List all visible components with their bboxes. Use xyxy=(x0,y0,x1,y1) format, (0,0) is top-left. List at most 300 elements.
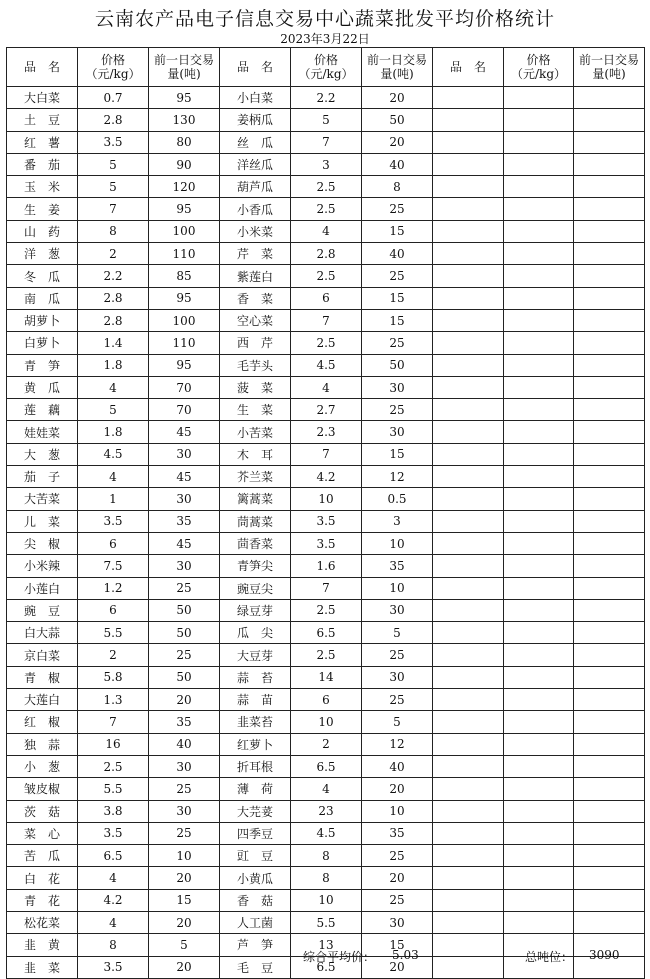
price-value: 3 xyxy=(291,153,362,175)
price-value: 2.5 xyxy=(291,176,362,198)
price-value: 5.5 xyxy=(291,911,362,933)
vegetable-name: 儿 菜 xyxy=(7,510,78,532)
vegetable-name: 独 蒜 xyxy=(7,733,78,755)
table-row xyxy=(7,733,645,755)
empty-cell xyxy=(504,867,574,889)
volume-value: 130 xyxy=(149,109,220,131)
empty-cell xyxy=(433,87,504,109)
header-name: 品 名 xyxy=(220,48,291,87)
volume-value: 25 xyxy=(149,644,220,666)
volume-value: 30 xyxy=(362,599,433,621)
vegetable-name: 大芫荽 xyxy=(220,800,291,822)
price-value: 5.8 xyxy=(78,666,149,688)
price-value: 2.8 xyxy=(78,287,149,309)
price-value: 3.5 xyxy=(78,131,149,153)
empty-cell xyxy=(504,421,574,443)
empty-cell xyxy=(574,778,645,800)
table-row xyxy=(7,889,645,911)
empty-cell xyxy=(433,867,504,889)
vegetable-name: 韭菜苔 xyxy=(220,711,291,733)
page-title: 云南农产品电子信息交易中心蔬菜批发平均价格统计 xyxy=(94,8,555,30)
vegetable-name: 冬 瓜 xyxy=(7,265,78,287)
empty-cell xyxy=(433,599,504,621)
price-value: 5 xyxy=(78,399,149,421)
price-value: 1.8 xyxy=(78,354,149,376)
price-value: 13 xyxy=(291,934,362,956)
empty-cell xyxy=(574,376,645,398)
vegetable-name: 生 姜 xyxy=(7,198,78,220)
price-value: 4 xyxy=(78,376,149,398)
volume-value: 8 xyxy=(362,176,433,198)
table-header-row xyxy=(7,48,645,87)
empty-cell xyxy=(574,220,645,242)
empty-cell xyxy=(504,220,574,242)
price-value: 4 xyxy=(291,376,362,398)
vegetable-name: 玉 米 xyxy=(7,176,78,198)
vegetable-name: 葫芦瓜 xyxy=(220,176,291,198)
empty-cell xyxy=(433,488,504,510)
price-value: 3.5 xyxy=(291,532,362,554)
price-value: 3.5 xyxy=(291,510,362,532)
empty-cell xyxy=(574,287,645,309)
empty-cell xyxy=(574,666,645,688)
empty-cell xyxy=(504,443,574,465)
price-value: 7 xyxy=(291,443,362,465)
empty-cell xyxy=(433,934,504,956)
empty-cell xyxy=(504,510,574,532)
total-tonnage-label: 总吨位： xyxy=(525,950,574,964)
vegetable-name: 篱蒿菜 xyxy=(220,488,291,510)
table-row xyxy=(7,153,645,175)
empty-cell xyxy=(433,532,504,554)
vegetable-name: 白萝卜 xyxy=(7,332,78,354)
empty-cell xyxy=(574,510,645,532)
volume-value: 25 xyxy=(362,399,433,421)
volume-value: 35 xyxy=(362,822,433,844)
empty-cell xyxy=(574,87,645,109)
price-value: 8 xyxy=(78,934,149,956)
vegetable-name: 南 瓜 xyxy=(7,287,78,309)
empty-cell xyxy=(574,577,645,599)
price-value: 2.5 xyxy=(291,599,362,621)
volume-value: 25 xyxy=(362,889,433,911)
empty-cell xyxy=(433,755,504,777)
volume-value: 100 xyxy=(149,309,220,331)
empty-cell xyxy=(504,911,574,933)
table-row xyxy=(7,510,645,532)
empty-cell xyxy=(504,131,574,153)
vegetable-name: 毛 豆 xyxy=(220,956,291,978)
vegetable-name: 豌豆尖 xyxy=(220,577,291,599)
volume-value: 30 xyxy=(362,911,433,933)
empty-cell xyxy=(504,399,574,421)
empty-cell xyxy=(574,443,645,465)
price-value: 6.5 xyxy=(78,845,149,867)
empty-cell xyxy=(433,622,504,644)
vegetable-name: 紫莲白 xyxy=(220,265,291,287)
vegetable-name: 小莲白 xyxy=(7,577,78,599)
volume-value: 15 xyxy=(362,309,433,331)
table-row xyxy=(7,577,645,599)
price-value: 5 xyxy=(78,153,149,175)
volume-value: 95 xyxy=(149,87,220,109)
empty-cell xyxy=(574,532,645,554)
empty-cell xyxy=(433,243,504,265)
price-value: 8 xyxy=(291,845,362,867)
empty-cell xyxy=(504,666,574,688)
price-value: 6 xyxy=(291,287,362,309)
volume-value: 20 xyxy=(362,87,433,109)
price-value: 3.8 xyxy=(78,800,149,822)
empty-cell xyxy=(433,510,504,532)
volume-value: 40 xyxy=(362,755,433,777)
vegetable-name: 皱皮椒 xyxy=(7,778,78,800)
empty-cell xyxy=(504,845,574,867)
empty-cell xyxy=(433,131,504,153)
empty-cell xyxy=(504,778,574,800)
table-row xyxy=(7,399,645,421)
vegetable-name: 生 菜 xyxy=(220,399,291,421)
table-row xyxy=(7,867,645,889)
empty-cell xyxy=(433,956,504,978)
vegetable-name: 韭 黄 xyxy=(7,934,78,956)
empty-cell xyxy=(504,376,574,398)
table-row xyxy=(7,332,645,354)
empty-cell xyxy=(504,599,574,621)
empty-cell xyxy=(574,622,645,644)
empty-cell xyxy=(574,800,645,822)
volume-value: 95 xyxy=(149,198,220,220)
price-value: 10 xyxy=(291,889,362,911)
price-value: 14 xyxy=(291,666,362,688)
price-value: 8 xyxy=(78,220,149,242)
price-value: 1.8 xyxy=(78,421,149,443)
price-value: 2.3 xyxy=(291,421,362,443)
volume-value: 35 xyxy=(149,510,220,532)
header-volume: 前一日交易量(吨) xyxy=(149,48,220,87)
volume-value: 30 xyxy=(149,800,220,822)
empty-cell xyxy=(574,399,645,421)
table-row xyxy=(7,666,645,688)
empty-cell xyxy=(504,577,574,599)
table-body xyxy=(7,87,645,979)
vegetable-name: 山 药 xyxy=(7,220,78,242)
table-row xyxy=(7,466,645,488)
vegetable-name: 大苦菜 xyxy=(7,488,78,510)
price-value: 2.2 xyxy=(78,265,149,287)
volume-value: 10 xyxy=(149,845,220,867)
price-value: 6 xyxy=(78,599,149,621)
price-value: 4.2 xyxy=(78,889,149,911)
vegetable-name: 青 笋 xyxy=(7,354,78,376)
vegetable-name: 茨 菇 xyxy=(7,800,78,822)
empty-cell xyxy=(504,466,574,488)
empty-cell xyxy=(574,867,645,889)
volume-value: 12 xyxy=(362,466,433,488)
price-value: 1.4 xyxy=(78,332,149,354)
vegetable-name: 白 花 xyxy=(7,867,78,889)
volume-value: 15 xyxy=(362,443,433,465)
volume-value: 50 xyxy=(362,354,433,376)
empty-cell xyxy=(433,421,504,443)
empty-cell xyxy=(504,354,574,376)
price-value: 2.5 xyxy=(291,265,362,287)
empty-cell xyxy=(574,354,645,376)
volume-value: 30 xyxy=(149,755,220,777)
vegetable-name: 胡萝卜 xyxy=(7,309,78,331)
vegetable-name: 红 薯 xyxy=(7,131,78,153)
header-volume: 前一日交易量(吨) xyxy=(574,48,645,87)
table-row xyxy=(7,376,645,398)
vegetable-name: 京白菜 xyxy=(7,644,78,666)
volume-value: 25 xyxy=(149,577,220,599)
vegetable-name: 红 椒 xyxy=(7,711,78,733)
volume-value: 100 xyxy=(149,220,220,242)
empty-cell xyxy=(504,332,574,354)
volume-value: 0.5 xyxy=(362,488,433,510)
vegetable-name: 洋丝瓜 xyxy=(220,153,291,175)
price-value: 5 xyxy=(291,109,362,131)
table-row xyxy=(7,599,645,621)
price-value: 1 xyxy=(78,488,149,510)
vegetable-name: 韭 菜 xyxy=(7,956,78,978)
empty-cell xyxy=(574,131,645,153)
table-row xyxy=(7,689,645,711)
empty-cell xyxy=(433,689,504,711)
table-row xyxy=(7,87,645,109)
empty-cell xyxy=(433,309,504,331)
empty-cell xyxy=(504,622,574,644)
vegetable-name: 毛芋头 xyxy=(220,354,291,376)
vegetable-name: 大 葱 xyxy=(7,443,78,465)
volume-value: 30 xyxy=(149,555,220,577)
empty-cell xyxy=(574,332,645,354)
empty-cell xyxy=(433,220,504,242)
price-value: 3.5 xyxy=(78,822,149,844)
price-value: 7 xyxy=(78,711,149,733)
vegetable-name: 小 葱 xyxy=(7,755,78,777)
empty-cell xyxy=(574,109,645,131)
volume-value: 20 xyxy=(362,131,433,153)
vegetable-name: 莲 藕 xyxy=(7,399,78,421)
average-price-value: 5.03 xyxy=(392,948,419,962)
vegetable-name: 娃娃菜 xyxy=(7,421,78,443)
volume-value: 25 xyxy=(362,644,433,666)
volume-value: 20 xyxy=(362,778,433,800)
empty-cell xyxy=(433,376,504,398)
volume-value: 10 xyxy=(362,800,433,822)
price-value: 4 xyxy=(291,220,362,242)
volume-value: 12 xyxy=(362,733,433,755)
empty-cell xyxy=(574,733,645,755)
price-value: 2.5 xyxy=(291,198,362,220)
empty-cell xyxy=(504,733,574,755)
price-value: 2.8 xyxy=(78,109,149,131)
volume-value: 10 xyxy=(362,532,433,554)
vegetable-name: 青 椒 xyxy=(7,666,78,688)
vegetable-name: 姜柄瓜 xyxy=(220,109,291,131)
empty-cell xyxy=(433,153,504,175)
volume-value: 30 xyxy=(149,443,220,465)
empty-cell xyxy=(433,666,504,688)
empty-cell xyxy=(433,778,504,800)
average-price-label: 综合平均价： xyxy=(303,950,376,964)
price-value: 5 xyxy=(78,176,149,198)
volume-value: 25 xyxy=(362,689,433,711)
vegetable-name: 洋 葱 xyxy=(7,243,78,265)
empty-cell xyxy=(504,488,574,510)
price-value: 4 xyxy=(291,778,362,800)
volume-value: 15 xyxy=(362,220,433,242)
vegetable-name: 空心菜 xyxy=(220,309,291,331)
empty-cell xyxy=(574,176,645,198)
vegetable-name: 西 芹 xyxy=(220,332,291,354)
empty-cell xyxy=(504,198,574,220)
vegetable-name: 折耳根 xyxy=(220,755,291,777)
empty-cell xyxy=(574,421,645,443)
vegetable-name: 茼蒿菜 xyxy=(220,510,291,532)
price-value: 4.5 xyxy=(291,822,362,844)
vegetable-name: 黄 瓜 xyxy=(7,376,78,398)
empty-cell xyxy=(504,644,574,666)
volume-value: 20 xyxy=(149,689,220,711)
volume-value: 20 xyxy=(149,911,220,933)
price-value: 16 xyxy=(78,733,149,755)
table-row xyxy=(7,911,645,933)
volume-value: 25 xyxy=(149,778,220,800)
price-value: 10 xyxy=(291,488,362,510)
price-value: 8 xyxy=(291,867,362,889)
price-value: 10 xyxy=(291,711,362,733)
volume-value: 120 xyxy=(149,176,220,198)
table-row xyxy=(7,309,645,331)
empty-cell xyxy=(433,198,504,220)
price-table xyxy=(6,47,645,979)
vegetable-name: 番 茄 xyxy=(7,153,78,175)
header-price: 价格（元/kg） xyxy=(291,48,362,87)
table-row xyxy=(7,845,645,867)
price-value: 2.2 xyxy=(291,87,362,109)
volume-value: 3 xyxy=(362,510,433,532)
price-value: 4 xyxy=(78,867,149,889)
price-value: 3.5 xyxy=(78,956,149,978)
volume-value: 25 xyxy=(362,845,433,867)
table-row xyxy=(7,822,645,844)
price-value: 7 xyxy=(291,131,362,153)
volume-value: 95 xyxy=(149,354,220,376)
empty-cell xyxy=(433,845,504,867)
empty-cell xyxy=(504,309,574,331)
empty-cell xyxy=(574,689,645,711)
empty-cell xyxy=(504,755,574,777)
table-row xyxy=(7,488,645,510)
price-value: 2.5 xyxy=(78,755,149,777)
vegetable-name: 土 豆 xyxy=(7,109,78,131)
volume-value: 25 xyxy=(362,332,433,354)
volume-value: 5 xyxy=(362,622,433,644)
price-value: 23 xyxy=(291,800,362,822)
table-row xyxy=(7,778,645,800)
empty-cell xyxy=(504,243,574,265)
volume-value: 25 xyxy=(362,265,433,287)
vegetable-name: 瓜 尖 xyxy=(220,622,291,644)
empty-cell xyxy=(574,911,645,933)
volume-value: 85 xyxy=(149,265,220,287)
empty-cell xyxy=(433,577,504,599)
empty-cell xyxy=(433,889,504,911)
vegetable-name: 小米辣 xyxy=(7,555,78,577)
price-value: 4.5 xyxy=(78,443,149,465)
empty-cell xyxy=(574,889,645,911)
empty-cell xyxy=(433,800,504,822)
vegetable-name: 丝 瓜 xyxy=(220,131,291,153)
volume-value: 10 xyxy=(362,577,433,599)
vegetable-name: 蒜 苔 xyxy=(220,666,291,688)
empty-cell xyxy=(574,822,645,844)
header-name: 品 名 xyxy=(7,48,78,87)
vegetable-name: 大豆芽 xyxy=(220,644,291,666)
table-row xyxy=(7,220,645,242)
table-row xyxy=(7,711,645,733)
vegetable-name: 香 菇 xyxy=(220,889,291,911)
price-value: 2 xyxy=(78,243,149,265)
empty-cell xyxy=(504,87,574,109)
price-value: 5.5 xyxy=(78,622,149,644)
vegetable-name: 芦 笋 xyxy=(220,934,291,956)
empty-cell xyxy=(504,800,574,822)
price-value: 6.5 xyxy=(291,755,362,777)
table-row xyxy=(7,287,645,309)
vegetable-name: 绿豆芽 xyxy=(220,599,291,621)
volume-value: 70 xyxy=(149,399,220,421)
empty-cell xyxy=(433,911,504,933)
volume-value: 50 xyxy=(149,599,220,621)
vegetable-name: 茄 子 xyxy=(7,466,78,488)
empty-cell xyxy=(504,265,574,287)
table-row xyxy=(7,265,645,287)
vegetable-name: 豌 豆 xyxy=(7,599,78,621)
vegetable-name: 红萝卜 xyxy=(220,733,291,755)
table-row xyxy=(7,176,645,198)
volume-value: 40 xyxy=(149,733,220,755)
empty-cell xyxy=(574,845,645,867)
empty-cell xyxy=(574,153,645,175)
volume-value: 20 xyxy=(362,867,433,889)
price-value: 1.3 xyxy=(78,689,149,711)
vegetable-name: 松花菜 xyxy=(7,911,78,933)
empty-cell xyxy=(574,488,645,510)
volume-value: 80 xyxy=(149,131,220,153)
table-row xyxy=(7,198,645,220)
price-value: 3.5 xyxy=(78,510,149,532)
table-row xyxy=(7,800,645,822)
vegetable-name: 大莲白 xyxy=(7,689,78,711)
empty-cell xyxy=(433,711,504,733)
empty-cell xyxy=(433,332,504,354)
empty-cell xyxy=(433,265,504,287)
volume-value: 30 xyxy=(362,376,433,398)
header-price: 价格（元/kg） xyxy=(78,48,149,87)
price-value: 6.5 xyxy=(291,956,362,978)
empty-cell xyxy=(433,176,504,198)
volume-value: 45 xyxy=(149,532,220,554)
price-value: 4 xyxy=(78,466,149,488)
volume-value: 70 xyxy=(149,376,220,398)
volume-value: 40 xyxy=(362,153,433,175)
price-value: 0.7 xyxy=(78,87,149,109)
header-price: 价格（元/kg） xyxy=(504,48,574,87)
vegetable-name: 青 花 xyxy=(7,889,78,911)
